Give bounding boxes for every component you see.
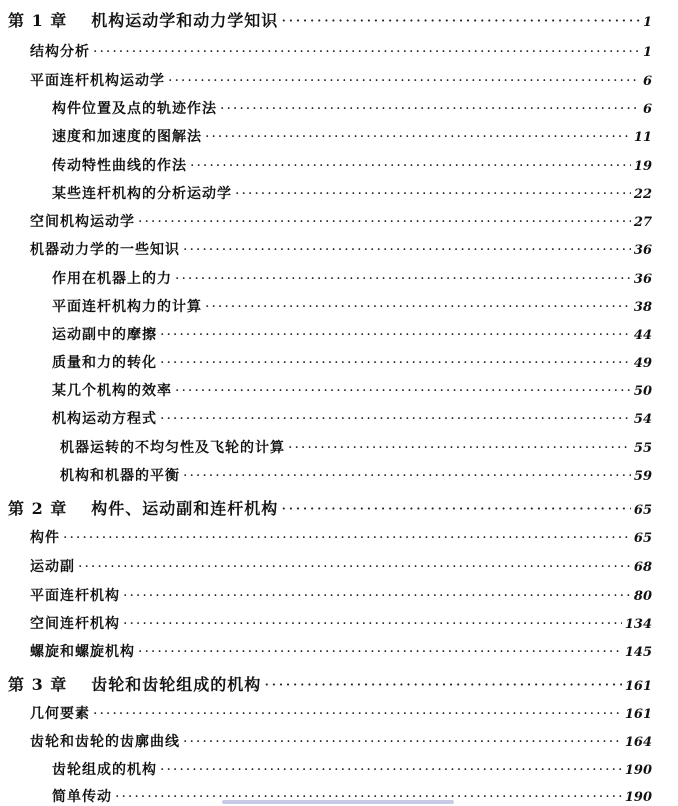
toc-entry: [52, 98, 652, 118]
leader-dots: [220, 101, 640, 117]
leader-dots: [123, 588, 631, 604]
leader-dots: [168, 73, 640, 89]
toc-entry: [30, 527, 652, 547]
toc-entry: [52, 324, 652, 344]
toc-entry: [30, 613, 652, 633]
toc-entry: [60, 437, 652, 457]
toc-page-number: 80: [633, 589, 652, 604]
toc-chapter: [8, 8, 652, 31]
leader-dots: [93, 44, 640, 60]
toc-entry: [52, 352, 652, 372]
toc-page-number: 190: [624, 790, 652, 805]
toc-entry: [30, 211, 652, 231]
toc-entry: [52, 155, 652, 175]
toc-page-number: 36: [633, 272, 652, 287]
toc-entry: [52, 759, 652, 779]
toc-entry-title: 机构和机器的平衡: [60, 468, 180, 484]
leader-dots: [160, 762, 622, 778]
toc-entry-title: 速度和加速度的图解法: [52, 129, 202, 145]
toc-entry: [30, 556, 652, 576]
toc-page-number: 68: [633, 560, 652, 575]
toc-page-number: 44: [633, 328, 652, 343]
toc-entry-title: 运动副: [30, 559, 75, 575]
toc-page-number: 6: [642, 74, 652, 89]
toc-page-number: 164: [624, 735, 652, 750]
toc-page-number: 22: [633, 187, 652, 202]
toc-entry: [52, 296, 652, 316]
leader-dots: [264, 675, 622, 694]
leader-dots: [63, 530, 631, 546]
toc-entry: [30, 585, 652, 605]
toc-entry: [30, 70, 652, 90]
toc-page-number: 19: [633, 159, 652, 174]
leader-dots: [175, 271, 631, 287]
toc-page-number: 54: [633, 412, 652, 427]
toc-entry: [52, 408, 652, 428]
toc-entry-title: 齿轮和齿轮组成的机构: [91, 675, 262, 694]
toc-entry: [52, 268, 652, 288]
leader-dots: [205, 299, 631, 315]
toc-entry-title: 螺旋和螺旋机构: [30, 644, 135, 660]
leader-dots: [160, 355, 631, 371]
leader-dots: [183, 734, 622, 750]
toc-entry-title: 空间机构运动学: [30, 214, 135, 230]
toc-entry-title: 传动特性曲线的作法: [52, 158, 187, 174]
toc-entry: [52, 380, 652, 400]
leader-dots: [281, 11, 640, 30]
toc-entry-title: 质量和力的转化: [52, 355, 157, 371]
toc-page-number: 145: [624, 645, 652, 660]
toc-entry-title: 平面连杆机构力的计算: [52, 299, 202, 315]
toc-page-number: 38: [633, 300, 652, 315]
toc-entry: [30, 703, 652, 723]
toc-entry-title: 构件、运动副和连杆机构: [91, 499, 279, 518]
leader-dots: [205, 129, 631, 145]
toc-entry-title: 某些连杆机构的分析运动学: [52, 186, 232, 202]
toc-entry: [30, 731, 652, 751]
toc-entry-title: 机构运动学和动力学知识: [91, 11, 279, 30]
toc-page-number: 36: [633, 243, 652, 258]
leader-dots: [183, 468, 631, 484]
leader-dots: [190, 158, 631, 174]
leader-dots: [281, 499, 631, 518]
toc-page-number: 65: [633, 531, 652, 546]
leader-dots: [138, 644, 622, 660]
leader-dots: [160, 411, 631, 427]
leader-dots: [235, 186, 631, 202]
toc-entry-title: 平面连杆机构: [30, 588, 120, 604]
toc-page-number: 1: [642, 45, 652, 60]
toc-entry-title: 构件: [30, 530, 60, 546]
leader-dots: [160, 327, 631, 343]
scan-edge-bar: [222, 800, 454, 804]
leader-dots: [288, 440, 631, 456]
toc-page-number: 50: [633, 384, 652, 399]
toc-entry: [60, 465, 652, 485]
toc-entry-title: 简单传动: [52, 789, 112, 805]
toc-entry-title: 机器动力学的一些知识: [30, 242, 180, 258]
toc-page-number: 11: [633, 130, 652, 145]
leader-dots: [175, 383, 631, 399]
toc-page-number: 59: [633, 469, 652, 484]
toc-entry-title: 构件位置及点的轨迹作法: [52, 101, 217, 117]
leader-dots: [123, 616, 622, 632]
toc-entry-title: 机构运动方程式: [52, 411, 157, 427]
toc-entry: [30, 41, 652, 61]
toc-page-number: 27: [633, 215, 652, 230]
toc-entry-title: 几何要素: [30, 706, 90, 722]
toc-entry-title: 机器运转的不均匀性及飞轮的计算: [60, 440, 285, 456]
toc-entry: [52, 183, 652, 203]
toc-entry-title: 作用在机器上的力: [52, 271, 172, 287]
toc-page-number: 134: [624, 617, 652, 632]
leader-dots: [93, 706, 622, 722]
toc-page-number: 161: [624, 679, 652, 694]
leader-dots: [183, 242, 631, 258]
toc-entry-title: 平面连杆机构运动学: [30, 73, 165, 89]
toc-entry-title: 空间连杆机构: [30, 616, 120, 632]
toc-page-number: 161: [624, 707, 652, 722]
toc-entry-title: 齿轮和齿轮的齿廓曲线: [30, 734, 180, 750]
toc-page-number: 55: [633, 441, 652, 456]
leader-dots: [78, 559, 631, 575]
toc-entry-title: 运动副中的摩擦: [52, 327, 157, 343]
leader-dots: [138, 214, 631, 230]
toc-page-number: 190: [624, 763, 652, 778]
toc-entry: [30, 239, 652, 259]
toc-entry: [52, 126, 652, 146]
toc-entry-title: 结构分析: [30, 44, 90, 60]
toc-entry: [30, 641, 652, 661]
toc-chapter: [8, 672, 652, 695]
chapter-number: 第 1 章: [8, 11, 68, 30]
chapter-number: 第 3 章: [8, 675, 68, 694]
toc-page-number: 49: [633, 356, 652, 371]
chapter-number: 第 2 章: [8, 499, 68, 518]
toc-page-number: 6: [642, 102, 652, 117]
toc-page-number: 65: [633, 503, 652, 518]
toc-page-number: 1: [642, 15, 652, 30]
toc-entry-title: 某几个机构的效率: [52, 383, 172, 399]
toc-entry-title: 齿轮组成的机构: [52, 762, 157, 778]
toc-chapter: [8, 496, 652, 519]
